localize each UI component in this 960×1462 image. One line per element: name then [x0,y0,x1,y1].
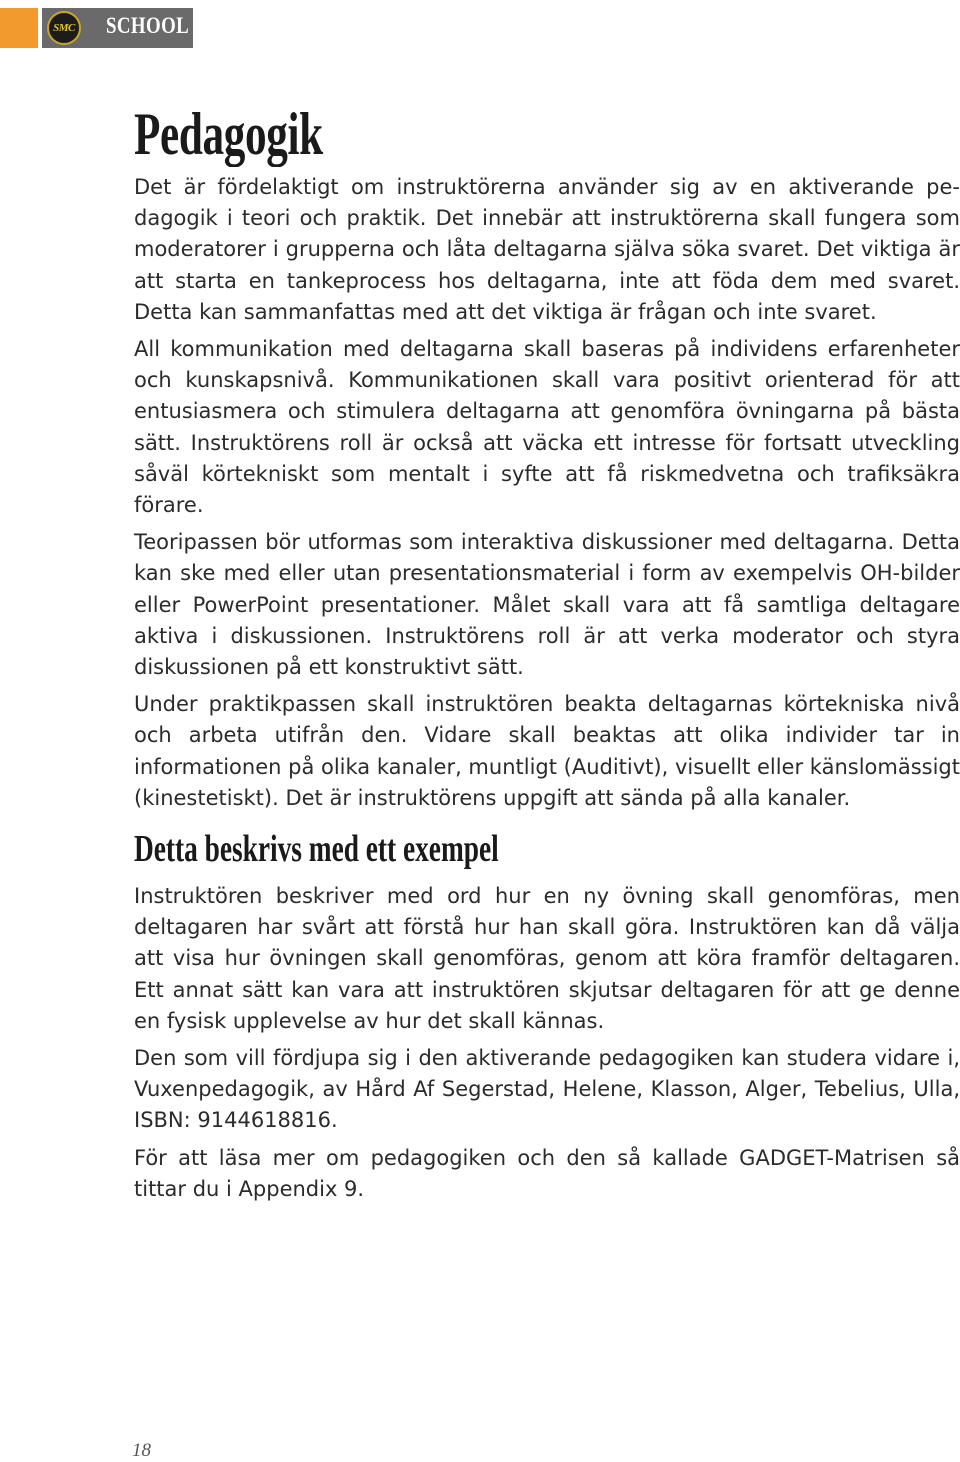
paragraph: För att läsa mer om pedagogiken och den så kallade GADGET-Matrisen så tittar du i Appendix 9. [134,1145,960,1201]
section-heading: Detta beskrivs med ett exempel [134,828,499,871]
page-title: Pedagogik [134,101,323,167]
paragraph: Instruktören beskriver med ord hur en ny övning skall genomföras, men deltagaren har svårt att förstå hur han skall göra. Instruktören kan då välja att visa hur övningen skall genomföras, genom att köra framför deltagaren. Ett annat sätt kan vara att instruktören skjutsar deltagaren för att ge denne en fysisk upplevelse av hur det skall kännas. [134,884,960,1033]
paragraph: All kommunikation med deltagarna skall baseras på individens erfarenheter och kunskapsnivå. Kommunikationen skall vara positivt orienterad för att entusiasmera och stimulera deltagarna att genomföra övningarna på bästa sätt. Instruktörens roll är också att väcka ett intresse för fortsatt utveckling såväl körtekniskt som mentalt i syfte att få riskmedvetna och trafiksäkra förare. [134,337,960,518]
section-label: SCHOOL [106,13,190,38]
page-content [134,96,960,1211]
page-number: 18 [132,1440,151,1461]
paragraph: Den som vill fördjupa sig i den aktiverande pedagogiken kan studera vidare i, Vuxenpedagogik, av Hård Af Segerstad, Helene, Klasson, Alger, Tebelius, Ulla, ISBN: 9144618816. [134,1046,960,1133]
school-banner [42,8,193,48]
paragraph: Under praktikpassen skall instruktören beakta deltagarnas körtekniska nivå och arbeta utifrån den. Vidare skall beaktas att olika individer tar in informationen på olika kanaler, muntligt (Auditivt), visuellt eller känslomässigt (kinestetiskt). Det är instruktörens uppgift att sända på alla kanaler. [134,692,960,810]
paragraph: Teoripassen bör utformas som interaktiva diskussioner med deltagarna. Detta kan ske med eller utan presentationsmaterial i form av exempelvis OH-bilder eller PowerPoint presentationer. Målet skall vara att få samtliga deltagare aktiva i diskussionen. Instruktörens roll är att verka moderator och styra diskussionen på ett konstruktivt sätt. [134,530,960,680]
accent-block [0,8,38,48]
paragraph: Det är fördelaktigt om instruktörerna använder sig av en aktiverande pedagogik i teori och praktik. Det innebär att instruktörerna skall fungera som moderatorer i grupperna och låta deltagarna själva söka svaret. Det viktiga är att starta en tankeprocess hos deltagarna, inte att föda dem med svaret. Detta kan sammanfattas med att det viktiga är frågan och inte svaret. [134,175,960,324]
smc-logo-icon [47,11,81,45]
logo-text: SMC [53,22,75,34]
header-bar [0,8,193,48]
